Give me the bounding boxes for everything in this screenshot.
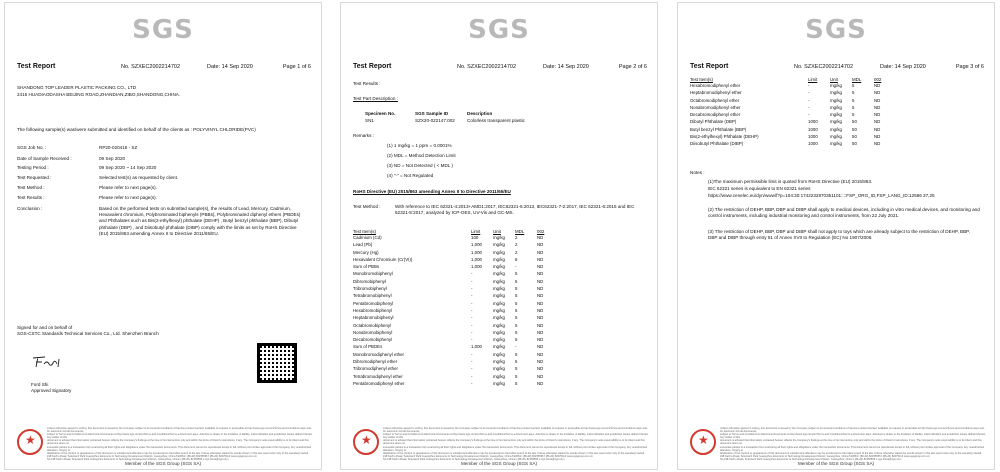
sgs-logo: SGS bbox=[805, 15, 867, 45]
column-header: Test Item(s) bbox=[353, 228, 376, 234]
table-cell: 5 bbox=[852, 112, 855, 118]
table-cell: Mercury (Hg) bbox=[353, 249, 379, 255]
table-cell: mg/kg bbox=[493, 351, 505, 357]
table-cell: 5 bbox=[852, 83, 855, 88]
footer-line: exonerate parties to a transaction from exercising all their rights and obligations under the transaction documents. This document cannot be reproduced except in full, without prior written approval of the Company. Any unauthorized alteration, forgery or bbox=[720, 445, 985, 452]
section-heading: RoHS Directive (EU) 2015/863 amending Annex II to Directive 2011/65/EU bbox=[353, 189, 511, 194]
footer-line: 198 Kezhu Road, Scientech Park Guangzhou Economic & Technology Development District, Guangzhou, China 510663 t (86-20) 82155555 f (86-20) 82075113 www.sgsgroup.com.cn bbox=[47, 454, 257, 458]
table-cell: - bbox=[515, 264, 517, 270]
footer-line: falsification of the content or appearance of this document is unlawful and offenders may be prosecuted to the fullest extent of the law. Unless otherwise stated the results shown in this test report refer only to the sample(s) tested. bbox=[720, 451, 982, 455]
column-header: MDL bbox=[852, 76, 862, 82]
table-cell: 5 bbox=[515, 373, 518, 379]
spec-sample-id: SZX20-022147.002 bbox=[415, 118, 455, 123]
table-cell: mg/kg bbox=[493, 271, 505, 277]
table-cell: 5 bbox=[515, 315, 518, 321]
table-cell: 5 bbox=[852, 97, 855, 103]
table-cell: mg/kg bbox=[493, 256, 505, 262]
table-cell: Dibutyl Phthalate (DBP) bbox=[690, 119, 737, 125]
table-cell: mg/kg bbox=[830, 97, 842, 103]
table-cell: 5 bbox=[852, 90, 855, 96]
remark-item: (2) MDL = Method Detection Limit bbox=[387, 153, 456, 158]
table-cell: ND bbox=[874, 104, 881, 110]
column-header: Test Item(s) bbox=[690, 76, 713, 82]
table-cell: Sum of PBBs bbox=[353, 264, 380, 270]
table-cell: 2 bbox=[515, 249, 518, 255]
field-label: Test Method : bbox=[17, 185, 45, 190]
footer-line: subject to Terms and Conditions for Electronic Documents at http://www.sgs.com/en/Terms-and-Conditions/Terms-e-Document.aspx. Attention is drawn to the limitation of liability, indemnification and jurisdiction issues defined therein. Any holder of this bbox=[720, 433, 986, 440]
table-cell: mg/kg bbox=[493, 242, 505, 248]
table-cell: ND bbox=[874, 126, 881, 132]
results-table bbox=[690, 75, 896, 149]
field-value: 09 Sep 2020 ~ 14 Sep 2020 bbox=[99, 165, 157, 170]
table-cell: 2 bbox=[515, 242, 518, 248]
spec-header-desc: Description bbox=[467, 111, 493, 116]
table-row bbox=[690, 90, 896, 97]
note-item: (2) The restriction of DEHP, BBP, DBP and DIBP shall apply to medical devices, including in vitro medical devices, and monitoring and control instruments, including industrial monitoring and control instruments, from 22 July 2021. bbox=[708, 207, 980, 219]
table-cell: 100 bbox=[471, 235, 479, 240]
table-cell: Nonabromodiphenyl ether bbox=[690, 104, 741, 110]
note-item: (3) The restriction of DEHP, BBP, DBP and DIBP shall not apply to toys which are already subject to the restriction of DEHP, BBP, DBP and DIBP through entry 51 of Annex XVII to Regulation (EC) No 1907/2006. bbox=[708, 229, 970, 241]
report-title: Test Report bbox=[690, 63, 729, 70]
table-cell: - bbox=[471, 322, 473, 328]
table-row bbox=[690, 98, 896, 105]
table-cell: Sum of PBDEs bbox=[353, 344, 383, 350]
table-cell: mg/kg bbox=[830, 141, 842, 147]
signer-name: Ford Shi bbox=[31, 382, 49, 387]
table-cell: ND bbox=[537, 293, 544, 299]
table-cell: Hexavalent Chromium (Cr(VI)) bbox=[353, 256, 413, 262]
footer-line: No.198 Kezhu Road, Scientech Park Guangzhou Economic & Technology Development District, Guangzhou, China t (86-20) 82155555 e sgs.china@sgs.com bbox=[47, 457, 229, 461]
table-cell: mg/kg bbox=[493, 373, 505, 379]
test-results-label: Test Results : bbox=[353, 81, 381, 86]
table-cell: Diisobutyl Phthalate (DIBP) bbox=[690, 141, 744, 147]
table-cell: 1000 bbox=[808, 134, 818, 140]
signed-line-2: SGS-CSTC Standards Technical Services Co., Ltd. Shenzhen Branch bbox=[17, 331, 159, 336]
table-row bbox=[690, 127, 896, 134]
table-cell: 1000 bbox=[808, 126, 818, 132]
table-cell: - bbox=[471, 300, 473, 306]
test-method-text: With reference to IEC 62321-4:2013+AMD1:2017, IEC62321-5:2013, IEC62321-7-2:2017, IEC 62321-6:2015 and IEC 62321-8:2017, analyzed by ICP-OES, UV-Vis and GC-MS. bbox=[395, 204, 635, 216]
table-cell: mg/kg bbox=[493, 264, 505, 270]
footer-line: falsification of the content or appearance of this document is unlawful and offenders may be prosecuted to the fullest extent of the law. Unless otherwise stated the results shown in this test report refer only to the sample(s) tested. bbox=[383, 451, 645, 455]
table-cell: - bbox=[471, 293, 473, 299]
conclusion-label: Conclusion : bbox=[17, 206, 43, 211]
sample-intro: The following sample(s) was/were submitted and identified on behalf of the clients as : POLYVINYL CHLORIDE(PVC) bbox=[17, 127, 256, 132]
notes-label: Notes : bbox=[690, 170, 705, 175]
table-row bbox=[690, 134, 896, 141]
table-cell: 1,000 bbox=[471, 242, 482, 248]
table-cell: 5 bbox=[515, 366, 518, 372]
table-row bbox=[353, 242, 559, 249]
remark-item: (3) ND = Not Detected ( < MDL ) bbox=[387, 163, 453, 168]
table-cell: Pentabromobiphenyl bbox=[353, 300, 394, 306]
table-cell: - bbox=[471, 380, 473, 386]
table-cell: 50 bbox=[852, 134, 857, 140]
table-cell: 1000 bbox=[808, 119, 818, 125]
table-row bbox=[353, 308, 559, 315]
table-cell: mg/kg bbox=[830, 104, 842, 110]
legal-footer bbox=[13, 427, 313, 461]
table-cell: 1000 bbox=[808, 141, 818, 147]
table-row bbox=[353, 330, 559, 337]
table-row bbox=[690, 83, 896, 90]
table-cell: Monobromodiphenyl ether bbox=[353, 351, 405, 357]
table-cell: mg/kg bbox=[493, 359, 505, 365]
table-cell: mg/kg bbox=[493, 293, 505, 299]
footer-line: Unless otherwise agreed in writing, this document is issued by the Company subject to its General Conditions of Service printed overleaf, available on request or accessible at http://www.sgs.com/en/Terms-and-Conditions.aspx and, for electronic format documents, bbox=[720, 427, 985, 434]
table-row bbox=[353, 374, 559, 381]
field-label: Date of Sample Received : bbox=[17, 156, 72, 161]
table-cell: Nonabromobiphenyl bbox=[353, 329, 393, 335]
table-row bbox=[353, 344, 559, 351]
field-label: Test Requested : bbox=[17, 175, 52, 180]
footer-line: document is advised that information contained hereon reflects the Company's findings at the time of its intervention only and within the limits of Client's instructions, if any. The Company's sole responsibility is to its Client and this document does not bbox=[383, 439, 645, 446]
table-row bbox=[690, 112, 896, 119]
table-cell: ND bbox=[537, 307, 544, 313]
footer-line: document is advised that information contained hereon reflects the Company's findings at the time of its intervention only and within the limits of Client's instructions, if any. The Company's sole responsibility is to its Client and this document does not bbox=[47, 439, 309, 446]
table-cell: Tribromobiphenyl bbox=[353, 286, 387, 292]
field-value: Please refer to next page(s). bbox=[99, 195, 157, 200]
footer-line: 198 Kezhu Road, Scientech Park Guangzhou Economic & Technology Development District, Guangzhou, China 510663 t (86-20) 82155555 f (86-20) 82075113 www.sgsgroup.com.cn bbox=[383, 454, 593, 458]
member-line: Member of the SGS Group (SGS SA) bbox=[460, 461, 538, 466]
field-value: 09 Sep 2020 bbox=[99, 156, 126, 161]
table-cell: ND bbox=[537, 373, 544, 379]
table-cell: mg/kg bbox=[493, 286, 505, 292]
table-cell: Cadmium (Cd) bbox=[353, 235, 382, 240]
table-cell: 1,000 bbox=[471, 264, 482, 270]
table-cell: 1,000 bbox=[471, 256, 482, 262]
report-page-3 bbox=[677, 2, 995, 470]
client-address: 2415 HUADIAODASHA BEIJING ROAD,ZHANDIAN,ZIBO,SHANDONG,CHINA. bbox=[17, 92, 181, 97]
table-cell: mg/kg bbox=[493, 235, 505, 240]
table-cell: - bbox=[471, 366, 473, 372]
table-row bbox=[353, 323, 559, 330]
table-cell: ND bbox=[537, 278, 544, 284]
table-row bbox=[353, 337, 559, 344]
footer-line: falsification of the content or appearance of this document is unlawful and offenders may be prosecuted to the fullest extent of the law. Unless otherwise stated the results shown in this test report refer only to the sample(s) tested. bbox=[47, 451, 309, 455]
table-cell: - bbox=[471, 286, 473, 292]
footer-line: subject to Terms and Conditions for Electronic Documents at http://www.sgs.com/en/Terms-and-Conditions/Terms-e-Document.aspx. Attention is drawn to the limitation of liability, indemnification and jurisdiction issues defined therein. Any holder of this bbox=[47, 433, 313, 440]
column-header: Unit bbox=[830, 76, 838, 82]
table-cell: - bbox=[471, 337, 473, 343]
column-header: Limit bbox=[471, 228, 481, 234]
table-row bbox=[353, 315, 559, 322]
table-cell: ND bbox=[874, 134, 881, 140]
field-label: SGS Job No. : bbox=[17, 145, 47, 150]
signed-line-1: Signed for and on behalf of bbox=[17, 325, 73, 330]
table-cell: - bbox=[471, 315, 473, 321]
table-cell: ND bbox=[537, 249, 544, 255]
signature-image bbox=[31, 355, 65, 369]
table-cell: - bbox=[515, 344, 517, 350]
table-cell: 50 bbox=[852, 119, 857, 125]
table-cell: 2 bbox=[515, 235, 518, 240]
conclusion-text: Based on the performed tests on submitted sample(s), the results of Lead, Mercury, Cadmium, Hexavalent chromium, Polybrominated biphenyls (PBBs), Polybrominated diphenyl ethers (PBDEs) and Phthalates such as Bis(2-ethylhexyl) phthalate (DEHP) , Butyl benzyl phthalate (BBP), Dibutyl phthalate (DBP) , and Diisobutyl phthalate (DIBP) comply with the limits as set by RoHS Directive (EU) 2015/863 amending Annex II to Directive 2011/65/EU. bbox=[99, 206, 301, 236]
table-cell: Lead (Pb) bbox=[353, 242, 373, 248]
table-cell: - bbox=[808, 104, 810, 110]
column-header: MDL bbox=[515, 228, 525, 234]
table-cell: ND bbox=[537, 256, 544, 262]
spec-header-id: SGS Sample ID bbox=[415, 111, 449, 116]
field-label: Test Results : bbox=[17, 195, 45, 200]
column-header: Limit bbox=[808, 76, 818, 82]
table-cell: ND bbox=[537, 366, 544, 372]
qr-code-icon bbox=[257, 343, 297, 383]
table-cell: - bbox=[471, 271, 473, 277]
table-cell: 5 bbox=[515, 329, 518, 335]
table-cell: 5 bbox=[515, 300, 518, 306]
table-cell: Octabromobiphenyl bbox=[353, 322, 392, 328]
table-cell: 50 bbox=[852, 126, 857, 132]
table-cell: ND bbox=[874, 112, 881, 118]
table-cell: ND bbox=[537, 344, 544, 350]
table-cell: 8 bbox=[515, 256, 518, 262]
table-row bbox=[353, 301, 559, 308]
table-cell: 5 bbox=[515, 351, 518, 357]
table-row bbox=[353, 235, 559, 242]
table-cell: ND bbox=[537, 359, 544, 365]
table-cell: 5 bbox=[515, 286, 518, 292]
table-cell: Hexabromodiphenyl ether bbox=[690, 83, 741, 88]
table-cell: ND bbox=[537, 286, 544, 292]
remark-item: (4) "-" = Not Regulated bbox=[387, 173, 434, 178]
table-cell: 5 bbox=[515, 271, 518, 277]
spec-no: SN1 bbox=[365, 118, 374, 123]
member-line: Member of the SGS Group (SGS SA) bbox=[797, 461, 875, 466]
footer-line: subject to Terms and Conditions for Electronic Documents at http://www.sgs.com/en/Terms-and-Conditions/Terms-e-Document.aspx. Attention is drawn to the limitation of liability, indemnification and jurisdiction issues defined therein. Any holder of this bbox=[383, 433, 649, 440]
table-cell: - bbox=[808, 83, 810, 88]
table-cell: mg/kg bbox=[830, 112, 842, 118]
table-row bbox=[353, 352, 559, 359]
table-cell: mg/kg bbox=[830, 90, 842, 96]
table-cell: Hexabromobiphenyl bbox=[353, 307, 393, 313]
client-company: SHANDONG TOP LEADER PLASTIC PACKING CO., LTD bbox=[17, 85, 137, 90]
footer-line: 198 Kezhu Road, Scientech Park Guangzhou Economic & Technology Development District, Guangzhou, China 510663 t (86-20) 82155555 f (86-20) 82075113 www.sgsgroup.com.cn bbox=[720, 454, 930, 458]
table-cell: mg/kg bbox=[830, 83, 842, 88]
page-header bbox=[690, 63, 984, 73]
table-cell: - bbox=[471, 278, 473, 284]
table-row bbox=[690, 105, 896, 112]
table-row bbox=[353, 257, 559, 264]
sgs-logo: SGS bbox=[132, 15, 194, 45]
signer-title: Approved Signatory bbox=[31, 388, 72, 393]
page-number: Page 2 of 6 bbox=[618, 64, 647, 70]
table-cell: - bbox=[471, 329, 473, 335]
remarks-label: Remarks : bbox=[353, 133, 374, 138]
table-cell: ND bbox=[537, 242, 544, 248]
page-number: Page 1 of 6 bbox=[282, 64, 311, 70]
footer-line: Unless otherwise agreed in writing, this document is issued by the Company subject to its General Conditions of Service printed overleaf, available on request or accessible at http://www.sgs.com/en/Terms-and-Conditions.aspx and, for electronic format documents, bbox=[47, 427, 312, 434]
table-cell: ND bbox=[537, 235, 544, 240]
legal-footer bbox=[349, 427, 649, 461]
table-cell: ND bbox=[537, 271, 544, 277]
table-row bbox=[353, 250, 559, 257]
field-label: Testing Period : bbox=[17, 165, 49, 170]
table-cell: mg/kg bbox=[830, 126, 842, 132]
page-number: Page 3 of 6 bbox=[955, 64, 984, 70]
table-cell: Tribromodiphenyl ether bbox=[353, 366, 398, 372]
table-cell: mg/kg bbox=[493, 329, 505, 335]
test-part-label: Test Part Description : bbox=[353, 96, 398, 101]
table-cell: ND bbox=[874, 141, 881, 147]
note-item: (1)The maximum permissible limit is quoted from RoHS Directive (EU) 2015/863. bbox=[708, 179, 873, 184]
table-cell: Decabromodiphenyl ether bbox=[690, 112, 741, 118]
table-cell: Heptabromodiphenyl ether bbox=[690, 90, 742, 96]
sgs-logo: SGS bbox=[468, 15, 530, 45]
table-cell: ND bbox=[537, 351, 544, 357]
table-header-row bbox=[690, 75, 896, 83]
table-row bbox=[353, 293, 559, 300]
table-cell: Octabromodiphenyl ether bbox=[690, 97, 740, 103]
table-row bbox=[353, 381, 559, 388]
table-cell: ND bbox=[537, 337, 544, 343]
note-item: IEC 62321 series is equivalent to EN 62321 series bbox=[708, 186, 811, 191]
table-cell: mg/kg bbox=[493, 307, 505, 313]
member-line: Member of the SGS Group (SGS SA) bbox=[124, 461, 202, 466]
table-cell: Decabromobiphenyl bbox=[353, 337, 393, 343]
spec-description: Colorless transparent plastic bbox=[467, 118, 525, 123]
table-row bbox=[353, 271, 559, 278]
report-title: Test Report bbox=[353, 63, 392, 70]
table-cell: ND bbox=[874, 90, 881, 96]
table-header-row bbox=[353, 227, 559, 235]
table-cell: Monobromobiphenyl bbox=[353, 271, 393, 277]
column-header: 002 bbox=[537, 228, 545, 234]
table-cell: mg/kg bbox=[493, 344, 505, 350]
table-cell: Dibromobiphenyl bbox=[353, 278, 386, 284]
report-page-1 bbox=[4, 2, 322, 470]
table-cell: mg/kg bbox=[493, 315, 505, 321]
results-table bbox=[353, 227, 559, 388]
table-cell: - bbox=[471, 307, 473, 313]
table-cell: - bbox=[808, 97, 810, 103]
footer-line: exonerate parties to a transaction from exercising all their rights and obligations under the transaction documents. This document cannot be reproduced except in full, without prior written approval of the Company. Any unauthorized alteration, forgery or bbox=[383, 445, 648, 452]
column-header: Unit bbox=[493, 228, 501, 234]
table-cell: - bbox=[808, 112, 810, 118]
legal-footer bbox=[686, 427, 986, 461]
table-cell: mg/kg bbox=[493, 300, 505, 306]
table-cell: mg/kg bbox=[493, 380, 505, 386]
table-cell: - bbox=[471, 359, 473, 365]
test-method-label: Test Method : bbox=[353, 204, 381, 209]
table-row bbox=[690, 119, 896, 126]
report-date: Date: 14 Sep 2020 bbox=[207, 64, 253, 70]
note-item: https://www.cenelec.eu/dyn/www/f?p=104:30:1742232870351101::::FSP_ORG_ID,FSP_LANG_ID:12586 37,25 bbox=[708, 193, 935, 198]
table-cell: mg/kg bbox=[830, 119, 842, 125]
footer-line: document is advised that information contained hereon reflects the Company's findings at the time of its intervention only and within the limits of Client's instructions, if any. The Company's sole responsibility is to its Client and this document does not bbox=[720, 439, 982, 446]
table-cell: ND bbox=[537, 264, 544, 270]
table-row bbox=[353, 359, 559, 366]
table-cell: mg/kg bbox=[493, 322, 505, 328]
table-cell: ND bbox=[537, 329, 544, 335]
table-cell: - bbox=[471, 373, 473, 379]
footer-line: Unless otherwise agreed in writing, this document is issued by the Company subject to its General Conditions of Service printed overleaf, available on request or accessible at http://www.sgs.com/en/Terms-and-Conditions.aspx and, for electronic format documents, bbox=[383, 427, 648, 434]
page-header bbox=[353, 63, 647, 73]
table-cell: Bis(2-ethylhexyl) Phthalate (DEHP) bbox=[690, 134, 759, 140]
table-cell: mg/kg bbox=[493, 249, 505, 255]
page-header bbox=[17, 63, 311, 73]
table-cell: Heptabromobiphenyl bbox=[353, 315, 394, 321]
table-cell: ND bbox=[537, 322, 544, 328]
field-value: RP20-020416 - SZ bbox=[99, 145, 138, 150]
table-row bbox=[353, 279, 559, 286]
table-cell: ND bbox=[874, 119, 881, 125]
table-cell: mg/kg bbox=[830, 134, 842, 140]
report-title: Test Report bbox=[17, 63, 56, 70]
report-number: No. SZXEC2002214702 bbox=[794, 64, 854, 70]
field-value: Please refer to next page(s). bbox=[99, 185, 157, 190]
report-page-2 bbox=[340, 2, 658, 470]
report-number: No. SZXEC2002214702 bbox=[121, 64, 181, 70]
report-date: Date: 14 Sep 2020 bbox=[543, 64, 589, 70]
table-cell: Dibromodiphenyl ether bbox=[353, 359, 398, 365]
table-cell: 5 bbox=[852, 104, 855, 110]
report-number: No. SZXEC2002214702 bbox=[457, 64, 517, 70]
table-cell: 5 bbox=[515, 359, 518, 365]
column-header: 002 bbox=[874, 76, 882, 82]
table-cell: 5 bbox=[515, 293, 518, 299]
field-value: Selected test(s) as requested by client. bbox=[99, 175, 179, 180]
table-row bbox=[353, 264, 559, 271]
footer-line: exonerate parties to a transaction from exercising all their rights and obligations under the transaction documents. This document cannot be reproduced except in full, without prior written approval of the Company. Any unauthorized alteration, forgery or bbox=[47, 445, 312, 452]
table-cell: Pentabromodiphenyl ether bbox=[353, 380, 405, 386]
table-cell: ND bbox=[537, 315, 544, 321]
table-cell: - bbox=[471, 351, 473, 357]
table-cell: mg/kg bbox=[493, 366, 505, 372]
table-row bbox=[690, 141, 896, 148]
spec-header-no: Specimen No. bbox=[365, 111, 396, 116]
table-cell: Tetrabromobiphenyl bbox=[353, 293, 392, 299]
table-cell: ND bbox=[874, 97, 881, 103]
table-cell: 5 bbox=[515, 337, 518, 343]
table-cell: 5 bbox=[515, 278, 518, 284]
footer-line: No.198 Kezhu Road, Scientech Park Guangzhou Economic & Technology Development District, Guangzhou, China t (86-20) 82155555 e sgs.china@sgs.com bbox=[720, 457, 902, 461]
table-cell: ND bbox=[537, 380, 544, 386]
table-cell: Tetrabromodiphenyl ether bbox=[353, 373, 403, 379]
remark-item: (1) 1 mg/kg = 1 ppm = 0.0001% bbox=[387, 143, 452, 148]
table-cell: ND bbox=[874, 83, 881, 88]
report-date: Date: 14 Sep 2020 bbox=[880, 64, 926, 70]
table-cell: 5 bbox=[515, 322, 518, 328]
table-cell: 5 bbox=[515, 380, 518, 386]
table-cell: 50 bbox=[852, 141, 857, 147]
table-cell: 5 bbox=[515, 307, 518, 313]
table-cell: - bbox=[808, 90, 810, 96]
table-row bbox=[353, 366, 559, 373]
table-row bbox=[353, 286, 559, 293]
footer-line: No.198 Kezhu Road, Scientech Park Guangzhou Economic & Technology Development District, Guangzhou, China t (86-20) 82155555 e sgs.china@sgs.com bbox=[383, 457, 565, 461]
table-cell: mg/kg bbox=[493, 337, 505, 343]
table-cell: mg/kg bbox=[493, 278, 505, 284]
table-cell: 1,000 bbox=[471, 249, 482, 255]
table-cell: 1,000 bbox=[471, 344, 482, 350]
table-cell: Butyl benzyl Phthalate (BBP) bbox=[690, 126, 747, 132]
table-cell: ND bbox=[537, 300, 544, 306]
